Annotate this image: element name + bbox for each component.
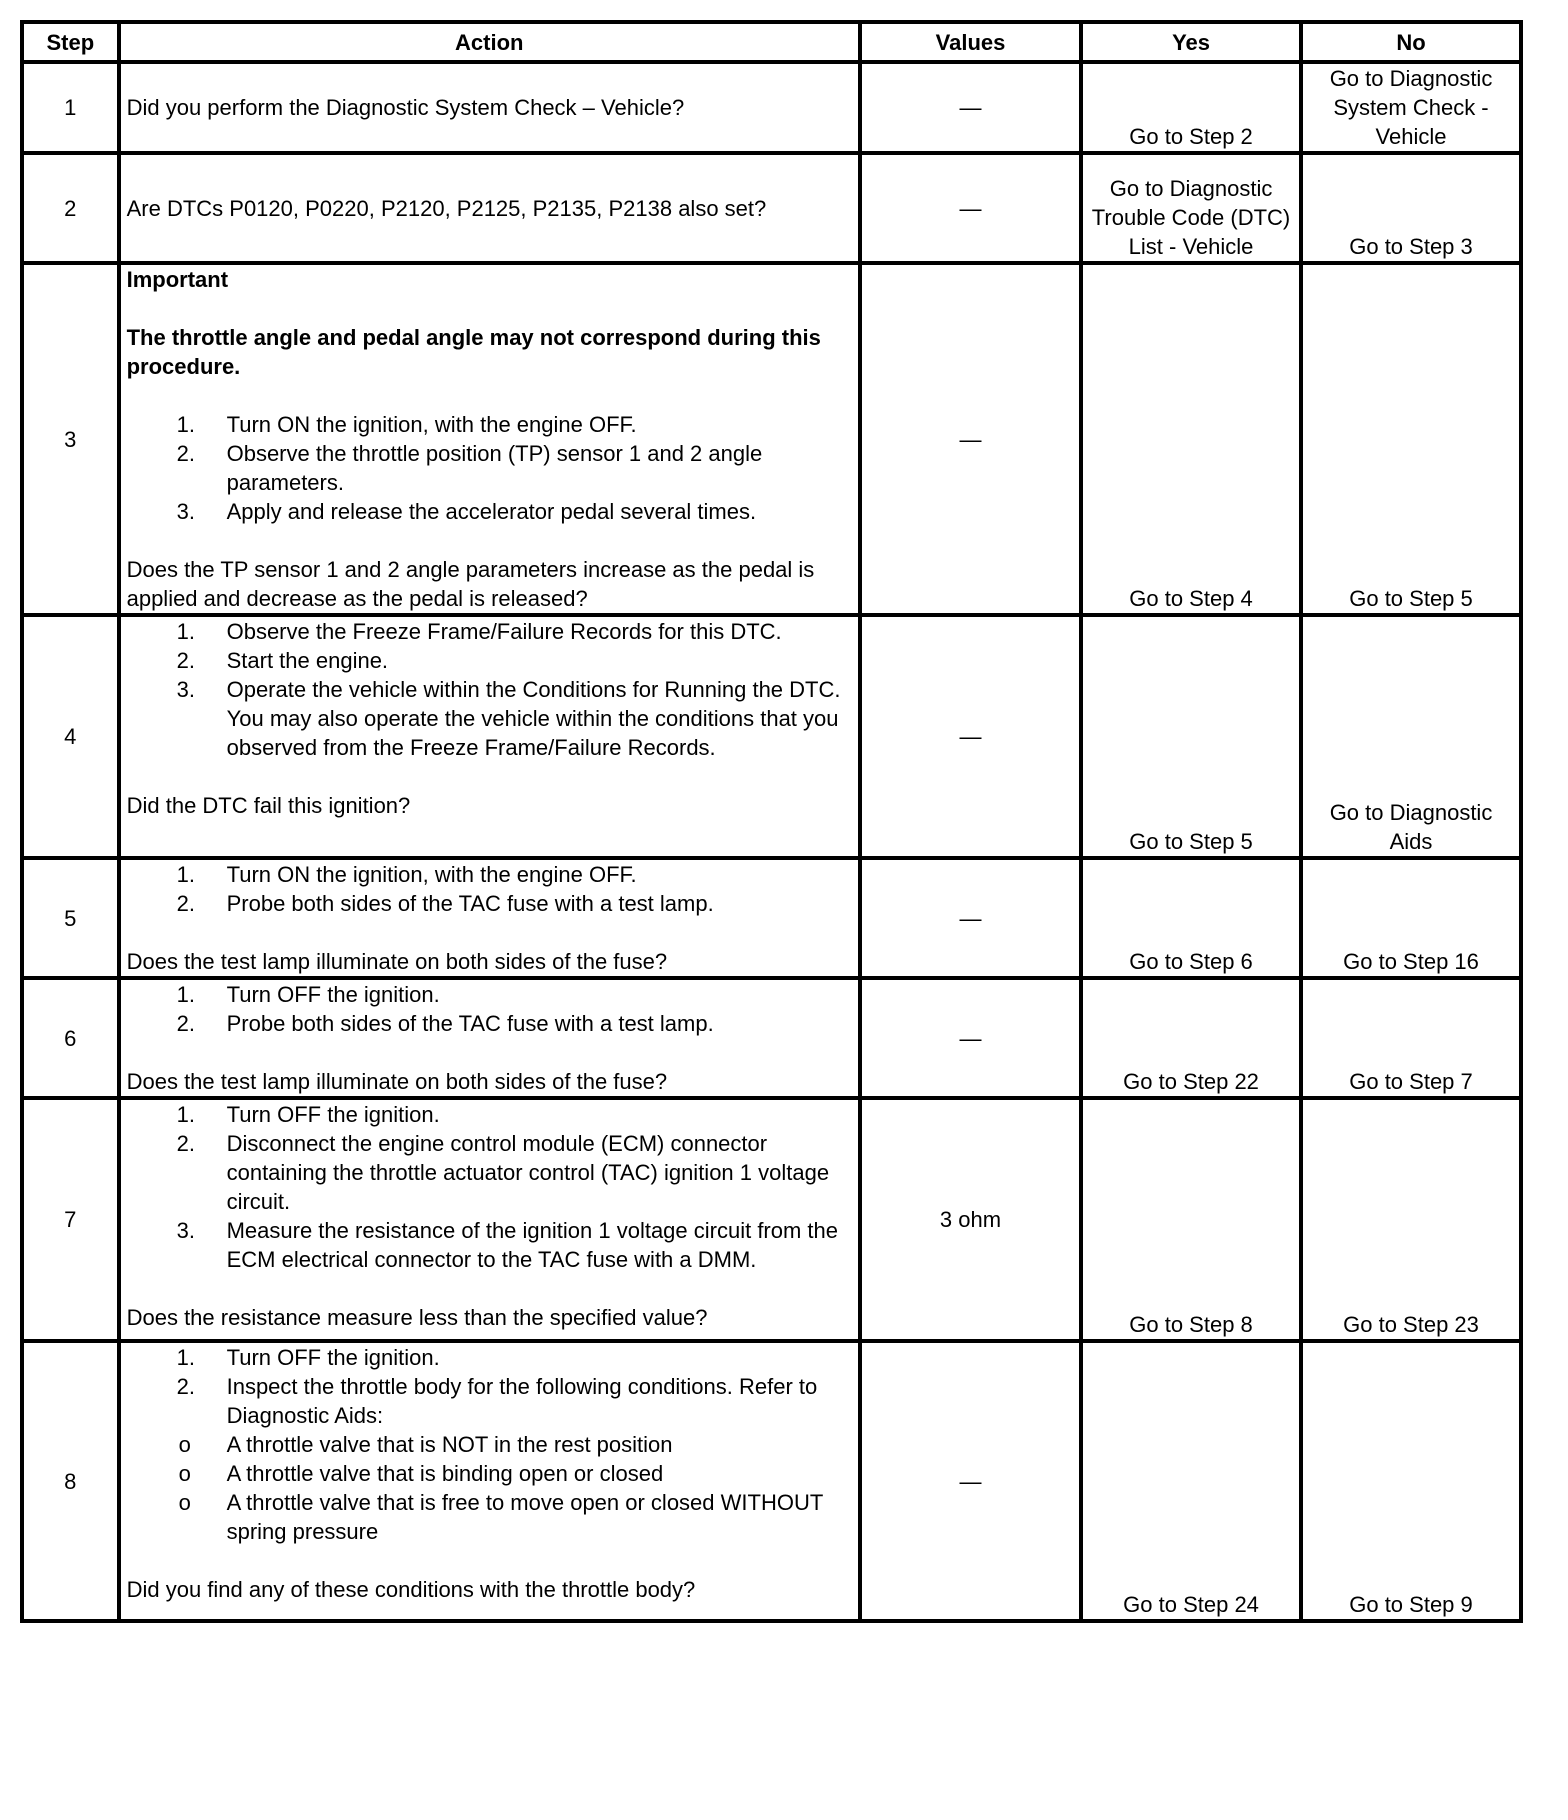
no-cell: Go to Step 5	[1301, 263, 1521, 615]
no-cell: Go to Step 23	[1301, 1098, 1521, 1341]
step-number: 3	[22, 263, 119, 615]
table-row-step-3	[22, 263, 1521, 615]
list-item: 2. Disconnect the engine control module (ECM) connector containing the throttle actuator control (TAC) ignition 1 voltage circuit.	[176, 1131, 830, 1214]
step-number: 4	[22, 615, 119, 858]
yes-cell: Go to Step 22	[1081, 978, 1301, 1098]
action-steps	[127, 617, 852, 762]
header-step: Step	[22, 22, 119, 62]
values-cell: —	[860, 615, 1081, 858]
action-question: Did you find any of these conditions with the throttle body?	[126, 1577, 696, 1602]
action-question: Does the test lamp illuminate on both sides of the fuse?	[126, 1069, 668, 1094]
values-cell: 3 ohm	[860, 1098, 1081, 1341]
header-row	[22, 22, 1521, 62]
action-cell	[119, 153, 860, 263]
header-values: Values	[860, 22, 1081, 62]
yes-cell: Go to Step 2	[1081, 62, 1301, 153]
values-cell: —	[860, 62, 1081, 153]
list-item: 3. Apply and release the accelerator pedal several times.	[176, 499, 757, 524]
action-cell	[119, 615, 860, 858]
table-row-step-7	[22, 1098, 1521, 1341]
values-cell: —	[860, 263, 1081, 615]
action-steps	[127, 410, 852, 526]
values-cell: —	[860, 1341, 1081, 1621]
list-item: 1. Turn OFF the ignition.	[176, 982, 440, 1007]
no-cell: Go to Step 16	[1301, 858, 1521, 978]
no-cell: Go to Diagnostic Aids	[1301, 615, 1521, 858]
no-cell: Go to Step 3	[1301, 153, 1521, 263]
step-number: 5	[22, 858, 119, 978]
condition-list	[127, 1430, 852, 1546]
list-item: 2. Observe the throttle position (TP) sensor 1 and 2 angle parameters.	[176, 441, 763, 495]
list-item: o A throttle valve that is binding open or closed	[178, 1461, 664, 1486]
important-label: Important	[126, 267, 229, 292]
yes-cell: Go to Step 6	[1081, 858, 1301, 978]
no-cell: Go to Step 9	[1301, 1341, 1521, 1621]
diagnostic-table	[20, 20, 1523, 1623]
header-action: Action	[119, 22, 860, 62]
action-cell	[119, 858, 860, 978]
action-question: Did the DTC fail this ignition?	[126, 793, 411, 818]
action-question: Did you perform the Diagnostic System Check – Vehicle?	[126, 95, 685, 120]
list-item: 2. Probe both sides of the TAC fuse with a test lamp.	[176, 1011, 714, 1036]
action-steps	[127, 1343, 852, 1546]
no-cell: Go to Step 7	[1301, 978, 1521, 1098]
list-item: 2. Probe both sides of the TAC fuse with a test lamp.	[176, 891, 714, 916]
yes-cell: Go to Diagnostic Trouble Code (DTC) List - Vehicle	[1081, 153, 1301, 263]
action-cell	[119, 1098, 860, 1341]
action-steps	[127, 1100, 852, 1274]
yes-cell: Go to Step 8	[1081, 1098, 1301, 1341]
table-row-step-1	[22, 62, 1521, 153]
list-item: 2. Start the engine.	[176, 648, 389, 673]
yes-cell: Go to Step 24	[1081, 1341, 1301, 1621]
step-number: 2	[22, 153, 119, 263]
action-question: Are DTCs P0120, P0220, P2120, P2125, P2135, P2138 also set?	[126, 195, 767, 221]
list-item: 2. Inspect the throttle body for the following conditions. Refer to Diagnostic Aids: o A throttle valve that is NOT in the rest position o A throttle valve that is binding open or closed o A throttle valve that is free to move open or closed WITHOUT spring pressure	[127, 1372, 852, 1546]
list-item: 1. Turn OFF the ignition.	[176, 1102, 440, 1127]
action-cell	[119, 62, 860, 153]
action-cell	[119, 978, 860, 1098]
action-question: Does the resistance measure less than the specified value?	[126, 1305, 708, 1330]
action-steps	[127, 980, 852, 1038]
step-number: 6	[22, 978, 119, 1098]
list-item: 1. Observe the Freeze Frame/Failure Records for this DTC.	[176, 619, 782, 644]
table-row-step-5	[22, 858, 1521, 978]
action-question: Does the test lamp illuminate on both sides of the fuse?	[126, 949, 668, 974]
header-yes: Yes	[1081, 22, 1301, 62]
yes-cell: Go to Step 5	[1081, 615, 1301, 858]
list-item: 1. Turn OFF the ignition.	[176, 1345, 440, 1370]
list-item: 1. Turn ON the ignition, with the engine OFF.	[176, 412, 637, 437]
values-cell: —	[860, 153, 1081, 263]
values-cell: —	[860, 978, 1081, 1098]
table-row-step-4	[22, 615, 1521, 858]
header-no: No	[1301, 22, 1521, 62]
action-cell	[119, 263, 860, 615]
list-item: o A throttle valve that is NOT in the rest position	[178, 1432, 673, 1457]
table-row-step-6	[22, 978, 1521, 1098]
yes-cell: Go to Step 4	[1081, 263, 1301, 615]
list-item: o A throttle valve that is free to move open or closed WITHOUT spring pressure	[178, 1490, 823, 1544]
table-row-step-2	[22, 153, 1521, 263]
table-row-step-8	[22, 1341, 1521, 1621]
action-steps	[127, 860, 852, 918]
values-cell: —	[860, 858, 1081, 978]
action-cell	[119, 1341, 860, 1621]
step-number: 7	[22, 1098, 119, 1341]
list-item: 1. Turn ON the ignition, with the engine OFF.	[176, 862, 637, 887]
step-number: 1	[22, 62, 119, 153]
step-number: 8	[22, 1341, 119, 1621]
action-question: Does the TP sensor 1 and 2 angle parameters increase as the pedal is applied and decrease as the pedal is released?	[126, 557, 815, 611]
important-note: The throttle angle and pedal angle may not correspond during this procedure.	[126, 325, 821, 379]
list-item: 3. Operate the vehicle within the Conditions for Running the DTC. You may also operate the vehicle within the conditions that you observed from the Freeze Frame/Failure Records.	[176, 677, 841, 760]
no-cell: Go to Diagnostic System Check - Vehicle	[1301, 62, 1521, 153]
list-item: 3. Measure the resistance of the ignition 1 voltage circuit from the ECM electrical connector to the TAC fuse with a DMM.	[176, 1218, 839, 1272]
